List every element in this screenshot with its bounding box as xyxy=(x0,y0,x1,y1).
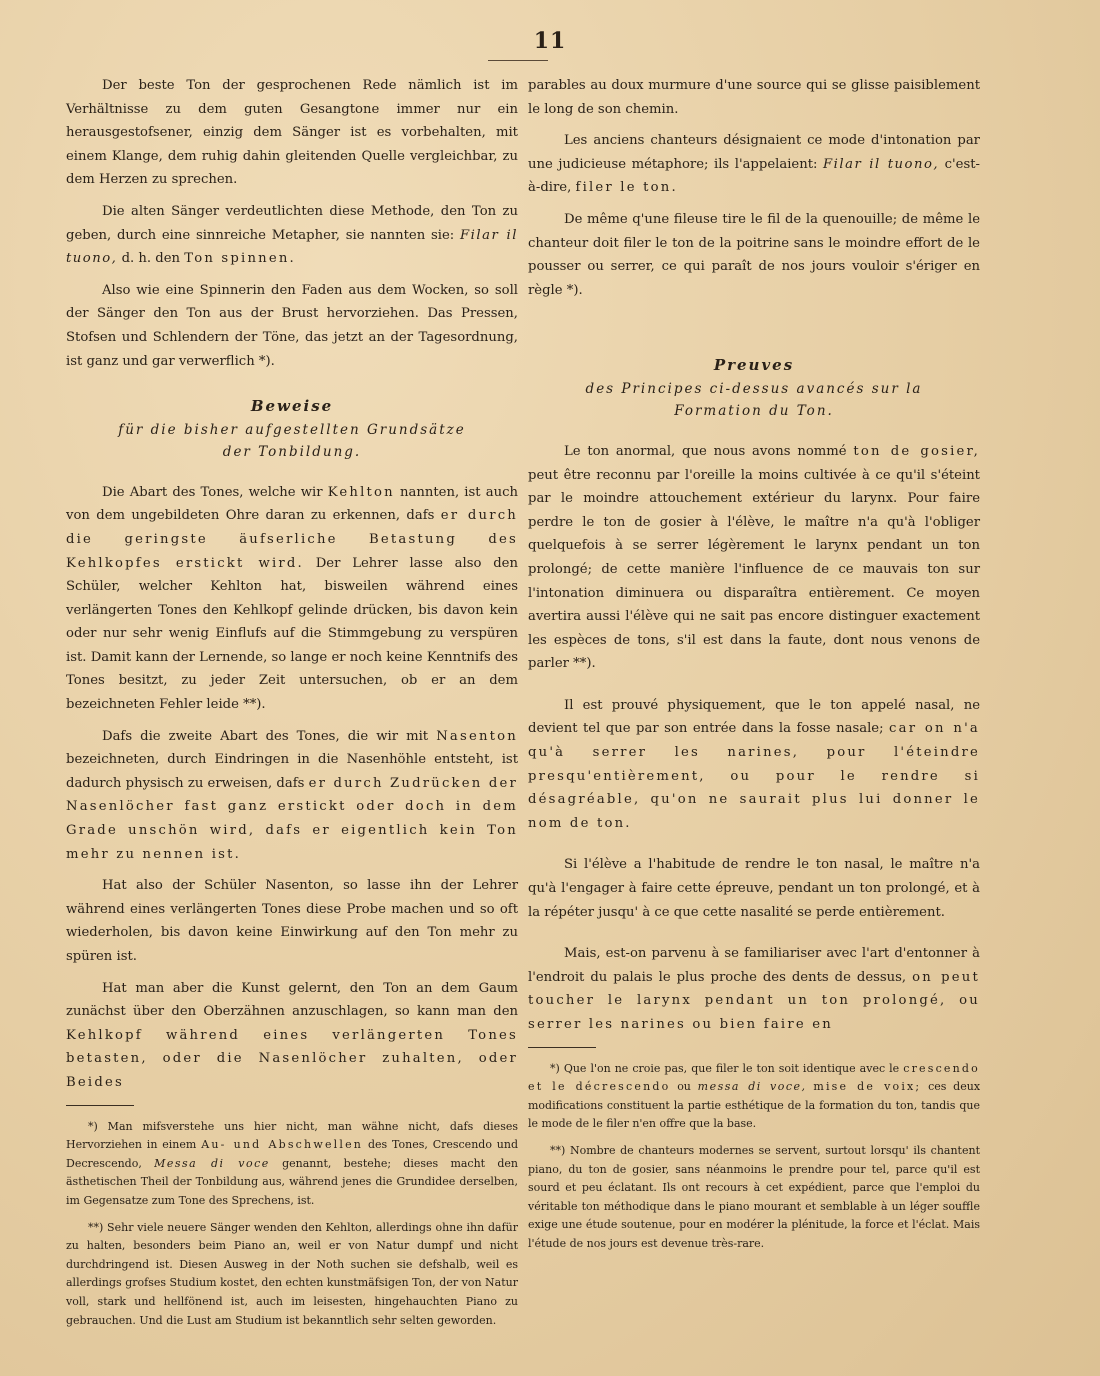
left-paragraph-7: Hat man aber die Kunst gelernt, den Ton an dem Gaum zunächst über den Oberzähnen anzuschlagen, so kann man den Kehlkopf während eines verlängerten Tones betasten, oder die Nasenlöcher zuhalten, oder Beides xyxy=(66,980,518,1090)
left-ton-spinnen: Ton spinnen. xyxy=(184,251,296,267)
page-number-rule xyxy=(488,60,548,61)
right-paragraph-2: Les anciens chanteurs désignaient ce mode d'intonation par une judicieuse métaphore; ils l'appelaient: Filar il tuono, c'est-à-dire, filer le ton. xyxy=(528,133,980,196)
right-paragraph-1: parables au doux murmure d'une source qui se glisse paisiblement le long de son chemin. xyxy=(528,78,980,117)
left-paragraph-5: Dafs die zweite Abart des Tones, die wir mit Nasenton bezeichneten, durch Eindringen in die Nasenhöhle entsteht, ist dadurch physisch zu erweisen, dafs er durch Zudrücken der Nasenlöcher fast ganz erstickt oder doch in dem Grade unschön wird, dafs er eigentlich kein Ton mehr zu nennen ist. xyxy=(66,728,518,862)
right-filar-il-tuono: Filar il tuono, xyxy=(823,156,940,172)
left-column-german xyxy=(66,74,518,1338)
left-footnote-2: **) Sehr viele neuere Sänger wenden den Kehlton, allerdings ohne ihn dafür zu halten, besonders beim Piano an, weil er von Natur dumpf und nicht durchdringend ist. Diesen Ausweg in der Noth suchen sie defshalb, weil es allerdings grofses Studium kostet, den echten kunstmäfsigen Ton, der von Natur voll, stark und hellfönend ist, auch im leisesten, hingehauchten Piano zu gebrauchen. Und die Lust am Studium ist bekanntlich sehr selten geworden. xyxy=(66,1220,518,1327)
left-heading-sub-1: für die bisher aufgestellten Grundsätze xyxy=(118,421,466,438)
left-heading-title: Beweise xyxy=(250,397,334,416)
left-heading-sub-2: der Tonbildung. xyxy=(222,443,362,460)
page-number: 11 xyxy=(533,28,567,54)
left-filar-il-tuono: Filar il tuono, xyxy=(66,227,518,267)
right-heading-title: Preuves xyxy=(713,356,795,375)
right-paragraph-7: Mais, est-on parvenu à se familiariser avec l'art d'entonner à l'endroit du palais le plus proche des dents de dessus, on peut toucher le larynx pendant un ton prolongé, ou serrer les narines ou bien faire en xyxy=(528,946,980,1032)
right-heading-sub-2: Formation du Ton. xyxy=(674,402,834,419)
left-paragraph-1: Der beste Ton der gesprochenen Rede nämlich ist im Verhältnisse zu dem guten Gesangtone immer nur ein herausgestofsener, einzig dem Sänger ist es vorbehalten, mit einem Klange, dem ruhig dahin gleitenden Quelle vergleichbar, zu dem Herzen zu sprechen. xyxy=(66,78,518,188)
right-paragraph-5: Il est prouvé physiquement, que le ton appelé nasal, ne devient tel que par son entrée dans la fosse nasale; car on n'a qu'à serrer les narines, pour l'éteindre presqu'entièrement, ou pour le rendre si désagréable, qu'on ne saurait plus lui donner le nom de ton. xyxy=(528,697,980,831)
right-footnote-1: *) Que l'on ne croie pas, que filer le ton soit identique avec le crescendo et le décrescendo ou messa di voce, mise de voix; ces deux modifications constituent la partie esthétique de la formation du ton, tandis que le mode de le filer n'en offre que la base. xyxy=(528,1061,981,1131)
left-paragraph-3: Also wie eine Spinnerin den Faden aus dem Wocken, so soll der Sänger den Ton aus der Brust hervorziehen. Das Pressen, Stofsen und Schlendern der Töne, das jetzt an der Tagesordnung, ist ganz und gar verwerflich *). xyxy=(66,282,518,369)
right-paragraph-4: Le ton anormal, que nous avons nommé ton de gosier, peut être reconnu par l'oreille la moins cultivée à ce qu'il s'éteint par le moindre attouchement extérieur du larynx. Pour faire perdre le ton de gosier à l'élève, le maître n'a qu'à l'obliger quelquefois à se serrer légèrement le larynx pendant un ton prolongé; de cette manière l'influence de ce mauvais ton sur l'intonation diminuera ou disparaîtra entièrement. Ce moyen avertira aussi l'élève qui ne sait pas encore distinguer exactement les espèces de tons, s'il est dans la faute, dont nous venons de parler **). xyxy=(528,443,980,672)
left-paragraph-2: Die alten Sänger verdeutlichten diese Methode, den Ton zu geben, durch eine sinnreiche Metapher, sie nannten sie: Filar il tuono, d. h. den Ton spinnen. xyxy=(66,203,518,267)
right-paragraph-6: Si l'élève a l'habitude de rendre le ton nasal, le maître n'a qu'à l'engager à faire cette épreuve, pendant un ton prolongé, et à la répéter jusqu' à ce que cette nasalité se perde entièrement. xyxy=(528,857,980,920)
left-section-heading xyxy=(66,395,518,463)
right-paragraph-3: De même q'une fileuse tire le fil de la quenouille; de même le chanteur doit filer le ton de la poitrine sans le moindre effort de le pousser ou serrer, ce qui paraît de nos jours vouloir s'ériger en règle *). xyxy=(528,211,980,298)
right-column-french xyxy=(528,74,980,1262)
left-paragraph-4: Die Abart des Tones, welche wir Kehlton nannten, ist auch von dem ungebildeten Ohre daran zu erkennen, dafs er durch die geringste äufserliche Betastung des Kehlkopfes erstickt wird. Der Lehrer lasse also den Schüler, welcher Kehlton hat, bisweilen während eines verlängerten Tones den Kehlkopf gelinde drücken, bis davon kein oder nur sehr wenig Einflufs auf die Stimmgebung zu verspüren ist. Damit kann der Lernende, so lange er noch keine Kenntnifs des Tones besitzt, zu jeder Zeit untersuchen, ob er an dem bezeichneten Fehler leide **). xyxy=(66,484,518,713)
left-footnotes xyxy=(66,1118,518,1331)
right-filer-le-ton: filer le ton. xyxy=(575,180,678,196)
left-paragraph-6: Hat also der Schüler Nasenton, so lasse ihn der Lehrer während eines verlängerten Tones diese Probe machen und so oft wiederholen, bis davon keine Einwirkung auf den Ton mehr zu spüren ist. xyxy=(66,878,518,964)
left-footnote-rule xyxy=(66,1105,134,1106)
right-footnote-rule xyxy=(528,1047,596,1048)
right-footnotes xyxy=(528,1060,980,1254)
right-footnote-2: **) Nombre de chanteurs modernes se servent, surtout lorsqu' ils chantent piano, du ton de gosier, sans néanmoins le prendre pour tel, parce qu'il est sourd et peu éclatant. Ils ont recours à cet expédient, parce que l'emploi du véritable ton méthodique dans le piano mourant et semblable à un léger souffle exige une étude soutenue, pour en modérer la plénitude, la force et l'éclat. Mais l'étude de nos jours est devenue très-rare. xyxy=(528,1143,980,1250)
right-section-heading xyxy=(528,354,980,422)
left-footnote-1: *) Man mifsverstehe uns hier nicht, man wähne nicht, dafs dieses Hervorziehen in einem Au- und Abschwellen des Tones, Crescendo und Decrescendo, Messa di voce genannt, bestehe; dieses macht den ästhetischen Theil der Tonbildung aus, während jenes die Grundidee derselben, im Gegensatze zum Tone des Sprechens, ist. xyxy=(66,1119,519,1207)
right-heading-sub-1: des Principes ci-dessus avancés sur la xyxy=(585,380,923,397)
